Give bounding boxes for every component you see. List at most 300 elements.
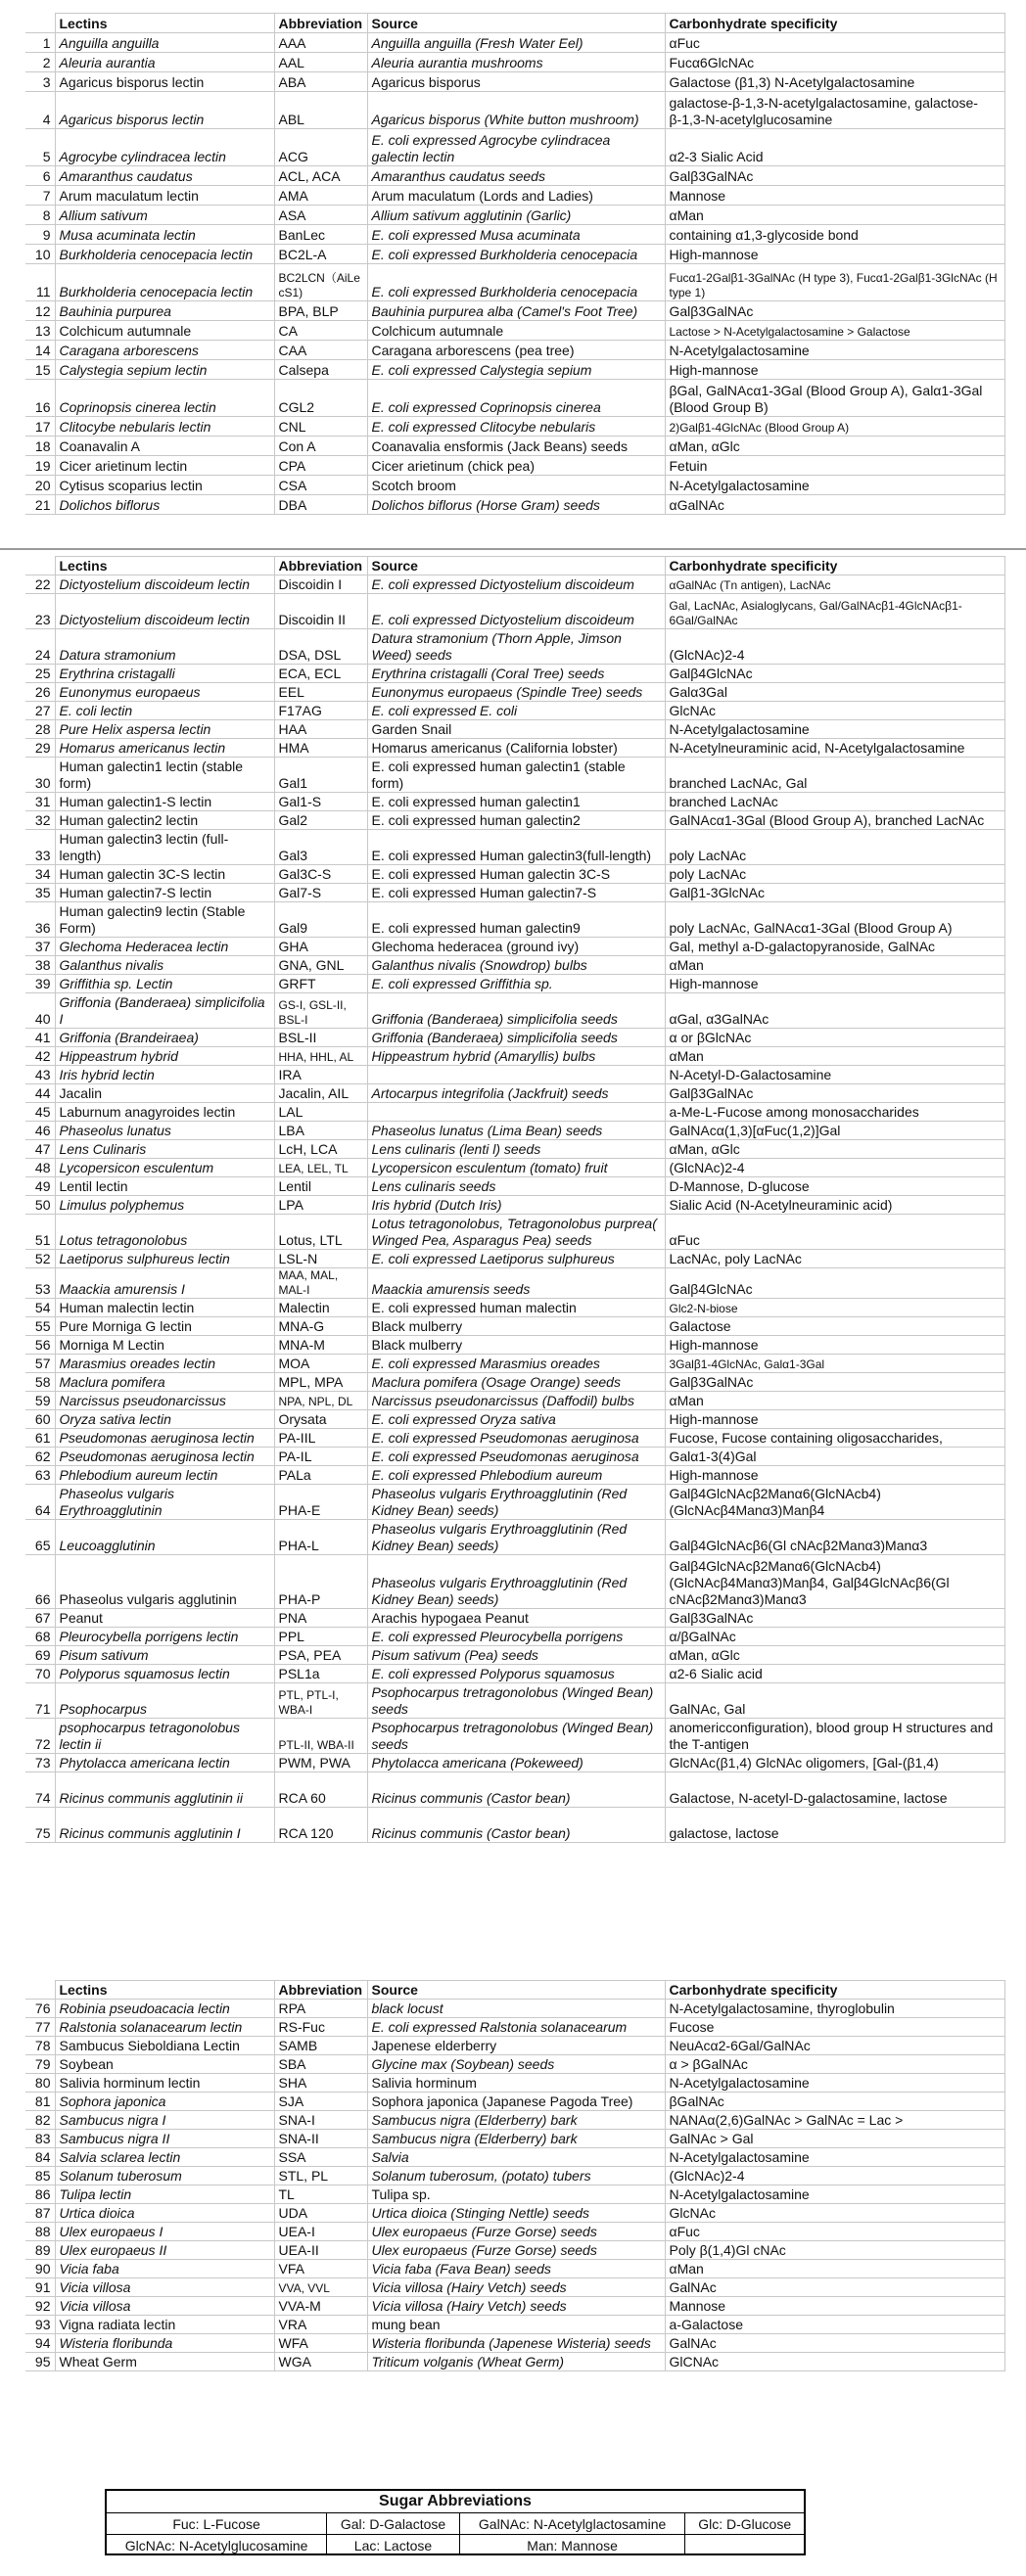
row-number-cell: 94 — [25, 2334, 55, 2353]
abbreviation-cell: SHA — [274, 2074, 367, 2093]
abbreviation-cell: VVA-M — [274, 2297, 367, 2316]
abbreviation-cell: PHA-P — [274, 1555, 367, 1609]
carbohydrate-specificity-cell: Poly β(1,4)Gl cNAc — [665, 2241, 1004, 2260]
row-number-cell: 92 — [25, 2297, 55, 2316]
table-header-row — [25, 14, 1004, 33]
row-number-cell: 59 — [25, 1392, 55, 1410]
carbohydrate-specificity-cell: High-mannose — [665, 1336, 1004, 1355]
lectin-name-cell: Marasmius oreades lectin — [55, 1355, 274, 1373]
abbreviation-cell: HAA — [274, 720, 367, 739]
abbreviation-cell: VVA, VVL — [274, 2278, 367, 2297]
source-cell: Sophora japonica (Japanese Pagoda Tree) — [367, 2093, 665, 2111]
carbohydrate-specificity-cell: α2-3 Sialic Acid — [665, 129, 1004, 166]
source-cell: Anguilla anguilla (Fresh Water Eel) — [367, 33, 665, 53]
abbreviation-cell: AMA — [274, 186, 367, 206]
source-cell: Eunonymus europaeus (Spindle Tree) seeds — [367, 683, 665, 702]
abbreviation-cell: ECA, ECL — [274, 665, 367, 683]
abbreviation-cell: F17AG — [274, 702, 367, 720]
row-number-cell: 30 — [25, 758, 55, 793]
table-row — [25, 1429, 1004, 1448]
abbreviation-cell: LPA — [274, 1196, 367, 1215]
abbreviation-cell: PNA — [274, 1609, 367, 1628]
source-cell: E. coli expressed E. coli — [367, 702, 665, 720]
lectin-name-cell: Amaranthus caudatus — [55, 166, 274, 186]
source-cell: Agaricus bisporus (White button mushroom) — [367, 92, 665, 129]
row-number-cell: 79 — [25, 2055, 55, 2074]
row-number-cell: 70 — [25, 1665, 55, 1683]
column-header-source: Source — [367, 14, 665, 33]
abbreviation-cell: PA-IL — [274, 1448, 367, 1466]
table-row — [25, 417, 1004, 437]
row-number-cell: 82 — [25, 2111, 55, 2130]
carbohydrate-specificity-cell: (GlcNAc)2-4 — [665, 2167, 1004, 2185]
source-cell: Colchicum autumnale — [367, 321, 665, 341]
lectin-name-cell: Ulex europaeus I — [55, 2223, 274, 2241]
abbreviation-cell: ACG — [274, 129, 367, 166]
row-number-cell: 9 — [25, 225, 55, 245]
abbreviation-cell: GRFT — [274, 975, 367, 993]
row-number-cell: 10 — [25, 245, 55, 264]
source-cell: Phytolacca americana (Pokeweed) — [367, 1754, 665, 1772]
source-cell: Caragana arborescens (pea tree) — [367, 341, 665, 360]
abbreviation-cell: AAL — [274, 53, 367, 72]
row-number-cell: 34 — [25, 865, 55, 884]
lectin-name-cell: Ralstonia solanacearum lectin — [55, 2018, 274, 2037]
lectin-name-cell: Salivia horminum lectin — [55, 2074, 274, 2093]
table-row — [25, 1646, 1004, 1665]
carbohydrate-specificity-cell: GlCNAc — [665, 2353, 1004, 2371]
carbohydrate-specificity-cell: αMan — [665, 206, 1004, 225]
carbohydrate-specificity-cell: N-Acetylgalactosamine — [665, 2185, 1004, 2204]
source-cell: E. coli expressed Polyporus squamosus — [367, 1665, 665, 1683]
carbohydrate-specificity-cell: N-Acetylgalactosamine — [665, 2148, 1004, 2167]
lectin-name-cell: Hippeastrum hybrid — [55, 1047, 274, 1066]
row-number-cell: 89 — [25, 2241, 55, 2260]
lectin-name-cell: Homarus americanus lectin — [55, 739, 274, 758]
table-row — [25, 2093, 1004, 2111]
legend-item: Gal: D-Galactose — [327, 2513, 460, 2535]
row-number-cell: 17 — [25, 417, 55, 437]
carbohydrate-specificity-cell: D-Mannose, D-glucose — [665, 1177, 1004, 1196]
lectin-name-cell: Ulex europaeus II — [55, 2241, 274, 2260]
row-number-cell: 33 — [25, 830, 55, 865]
abbreviation-cell: RPA — [274, 2000, 367, 2018]
table-row — [25, 380, 1004, 417]
abbreviation-cell: PTL, PTL-I, WBA-I — [274, 1683, 367, 1719]
abbreviation-cell: ACL, ACA — [274, 166, 367, 186]
lectin-name-cell: Limulus polyphemus — [55, 1196, 274, 1215]
table-row — [25, 1250, 1004, 1268]
abbreviation-cell: LBA — [274, 1122, 367, 1140]
carbohydrate-specificity-cell: Galβ3GalNAc — [665, 1373, 1004, 1392]
abbreviation-cell: TL — [274, 2185, 367, 2204]
lectin-name-cell: Wheat Germ — [55, 2353, 274, 2371]
carbohydrate-specificity-cell: αMan — [665, 1392, 1004, 1410]
row-number-cell: 63 — [25, 1466, 55, 1485]
row-number-cell: 45 — [25, 1103, 55, 1122]
source-cell: Erythrina cristagalli (Coral Tree) seeds — [367, 665, 665, 683]
abbreviation-cell: STL, PL — [274, 2167, 367, 2185]
source-cell: E. coli expressed human malectin — [367, 1299, 665, 1317]
source-cell: E. coli expressed Clitocybe nebularis — [367, 417, 665, 437]
source-cell: Vicia faba (Fava Bean) seeds — [367, 2260, 665, 2278]
abbreviation-cell: SSA — [274, 2148, 367, 2167]
table-row — [25, 793, 1004, 811]
carbohydrate-specificity-cell: Galβ4GlcNAc — [665, 665, 1004, 683]
lectin-name-cell: Sambucus Sieboldiana Lectin — [55, 2037, 274, 2055]
row-number-cell: 57 — [25, 1355, 55, 1373]
lectin-name-cell: Human galectin2 lectin — [55, 811, 274, 830]
lectin-name-cell: Human galectin7-S lectin — [55, 884, 274, 902]
lectin-name-cell: Vicia faba — [55, 2260, 274, 2278]
lectin-name-cell: Griffithia sp. Lectin — [55, 975, 274, 993]
table-row — [25, 1373, 1004, 1392]
lectin-name-cell: Bauhinia purpurea — [55, 301, 274, 321]
carbohydrate-specificity-cell: High-mannose — [665, 1466, 1004, 1485]
source-cell: Phaseolus vulgaris Erythroagglutinin (Red Kidney Bean) seeds) — [367, 1520, 665, 1555]
source-cell: Dolichos biflorus (Horse Gram) seeds — [367, 495, 665, 515]
table-row — [25, 2260, 1004, 2278]
source-cell: Japenese elderberry — [367, 2037, 665, 2055]
table-row — [25, 2297, 1004, 2316]
abbreviation-cell: Gal1-S — [274, 793, 367, 811]
table-row — [25, 702, 1004, 720]
carbohydrate-specificity-cell: αGal, α3GalNAc — [665, 993, 1004, 1029]
column-header-source: Source — [367, 1981, 665, 2000]
row-number-cell: 47 — [25, 1140, 55, 1159]
carbohydrate-specificity-cell: αGalNAc (Tn antigen), LacNAc — [665, 575, 1004, 594]
row-number-cell: 66 — [25, 1555, 55, 1609]
table-row — [25, 1047, 1004, 1066]
row-number-cell: 77 — [25, 2018, 55, 2037]
table-row — [25, 1555, 1004, 1609]
row-number-cell: 95 — [25, 2353, 55, 2371]
table-row — [25, 2278, 1004, 2297]
lectin-name-cell: Lens Culinaris — [55, 1140, 274, 1159]
carbohydrate-specificity-cell: High-mannose — [665, 245, 1004, 264]
table-row — [25, 2111, 1004, 2130]
table-row — [25, 1772, 1004, 1808]
carbohydrate-specificity-cell: α or βGlcNAc — [665, 1029, 1004, 1047]
row-number-cell: 1 — [25, 33, 55, 53]
column-header-abbreviation: Abbreviation — [274, 557, 367, 575]
table-row — [25, 1029, 1004, 1047]
row-number-cell: 26 — [25, 683, 55, 702]
abbreviation-cell: DBA — [274, 495, 367, 515]
table-row — [25, 2185, 1004, 2204]
source-cell: E. coli expressed Dictyostelium discoideum — [367, 575, 665, 594]
table-row — [25, 975, 1004, 993]
carbohydrate-specificity-cell: N-Acetylgalactosamine — [665, 341, 1004, 360]
carbohydrate-specificity-cell: Sialic Acid (N-Acetylneuraminic acid) — [665, 1196, 1004, 1215]
legend-item: Glc: D-Glucose — [685, 2513, 804, 2535]
lectin-name-cell: Sambucus nigra II — [55, 2130, 274, 2148]
source-cell: Vicia villosa (Hairy Vetch) seeds — [367, 2278, 665, 2297]
header-cell-blank — [25, 14, 55, 33]
lectin-name-cell: Vicia villosa — [55, 2297, 274, 2316]
carbohydrate-specificity-cell: Galactose — [665, 1317, 1004, 1336]
lectin-name-cell: Ricinus communis agglutinin ii — [55, 1772, 274, 1808]
carbohydrate-specificity-cell: αMan — [665, 2260, 1004, 2278]
row-number-cell: 12 — [25, 301, 55, 321]
row-number-cell: 6 — [25, 166, 55, 186]
source-cell: Black mulberry — [367, 1336, 665, 1355]
table-row — [25, 225, 1004, 245]
lectin-table-part-2 — [25, 556, 1005, 1843]
legend-item: Fuc: L-Fucose — [107, 2513, 327, 2535]
legend-title: Sugar Abbreviations — [379, 2493, 532, 2509]
source-cell — [367, 1103, 665, 1122]
carbohydrate-specificity-cell: Galβ3GalNAc — [665, 166, 1004, 186]
row-number-cell: 85 — [25, 2167, 55, 2185]
carbohydrate-specificity-cell: containing α1,3-glycoside bond — [665, 225, 1004, 245]
table-header-row — [25, 557, 1004, 575]
source-cell: E. coli expressed Coprinopsis cinerea — [367, 380, 665, 417]
column-header-carbohydrate-specificity: Carbonhydrate specificity — [665, 557, 1004, 575]
carbohydrate-specificity-cell: Gal, LacNAc, Asialoglycans, Gal/GalNAcβ1-4GlcNAcβ1-6Gal/GalNAc — [665, 594, 1004, 629]
lectin-name-cell: Eunonymus europaeus — [55, 683, 274, 702]
table-row — [25, 341, 1004, 360]
source-cell: E. coli expressed Pseudomonas aeruginosa — [367, 1448, 665, 1466]
row-number-cell: 42 — [25, 1047, 55, 1066]
lectin-name-cell: Tulipa lectin — [55, 2185, 274, 2204]
source-cell: E. coli expressed Musa acuminata — [367, 225, 665, 245]
source-cell: E. coli expressed Pseudomonas aeruginosa — [367, 1429, 665, 1448]
table-row — [25, 1317, 1004, 1336]
row-number-cell: 22 — [25, 575, 55, 594]
row-number-cell: 46 — [25, 1122, 55, 1140]
abbreviation-cell: PSL1a — [274, 1665, 367, 1683]
table-row — [25, 2055, 1004, 2074]
table-row — [25, 264, 1004, 301]
table-row — [25, 1448, 1004, 1466]
source-cell: E. coli expressed Calystegia sepium — [367, 360, 665, 380]
abbreviation-cell: ABA — [274, 72, 367, 92]
row-number-cell: 65 — [25, 1520, 55, 1555]
carbohydrate-specificity-cell: Galβ1-3GlcNAc — [665, 884, 1004, 902]
lectin-name-cell: Maclura pomifera — [55, 1373, 274, 1392]
abbreviation-cell: Gal3C-S — [274, 865, 367, 884]
row-number-cell: 90 — [25, 2260, 55, 2278]
abbreviation-cell: LcH, LCA — [274, 1140, 367, 1159]
source-cell: Solanum tuberosum, (potato) tubers — [367, 2167, 665, 2185]
abbreviation-cell: LSL-N — [274, 1250, 367, 1268]
lectin-name-cell: Sophora japonica — [55, 2093, 274, 2111]
table-header-row — [25, 1981, 1004, 2000]
row-number-cell: 2 — [25, 53, 55, 72]
table-row — [25, 1754, 1004, 1772]
lectin-name-cell: Dolichos biflorus — [55, 495, 274, 515]
abbreviation-cell: CA — [274, 321, 367, 341]
abbreviation-cell: VFA — [274, 2260, 367, 2278]
carbohydrate-specificity-cell: αGalNAc — [665, 495, 1004, 515]
table-row — [25, 629, 1004, 665]
lectin-name-cell: Urtica dioica — [55, 2204, 274, 2223]
table-row — [25, 956, 1004, 975]
legend-item: Lac: Lactose — [327, 2535, 460, 2556]
carbohydrate-specificity-cell: poly LacNAc — [665, 865, 1004, 884]
row-number-cell: 11 — [25, 264, 55, 301]
carbohydrate-specificity-cell: GalNAc — [665, 2278, 1004, 2297]
row-number-cell: 35 — [25, 884, 55, 902]
lectin-name-cell: Pisum sativum — [55, 1646, 274, 1665]
source-cell: Scotch broom — [367, 476, 665, 495]
row-number-cell: 37 — [25, 938, 55, 956]
row-number-cell: 36 — [25, 902, 55, 938]
carbohydrate-specificity-cell: Galβ4GlcNAcβ6(Gl cNAcβ2Manα3)Manα3 — [665, 1520, 1004, 1555]
abbreviation-cell: Con A — [274, 437, 367, 456]
table-row — [25, 1628, 1004, 1646]
source-cell: Datura stramonium (Thorn Apple, Jimson Weed) seeds — [367, 629, 665, 665]
abbreviation-cell: Gal1 — [274, 758, 367, 793]
source-cell: Aleuria aurantia mushrooms — [367, 53, 665, 72]
table-row — [25, 865, 1004, 884]
carbohydrate-specificity-cell: (GlcNAc)2-4 — [665, 1159, 1004, 1177]
table-row — [25, 456, 1004, 476]
row-number-cell: 78 — [25, 2037, 55, 2055]
abbreviation-cell: PWM, PWA — [274, 1754, 367, 1772]
abbreviation-cell: DSA, DSL — [274, 629, 367, 665]
lectin-name-cell: Dictyostelium discoideum lectin — [55, 575, 274, 594]
abbreviation-cell: AAA — [274, 33, 367, 53]
carbohydrate-specificity-cell: βGalNAc — [665, 2093, 1004, 2111]
row-number-cell: 44 — [25, 1084, 55, 1103]
source-cell: Psophocarpus tretragonolobus (Winged Bean) seeds — [367, 1719, 665, 1754]
table-row — [25, 1084, 1004, 1103]
lectin-name-cell: Polyporus squamosus lectin — [55, 1665, 274, 1683]
lectin-name-cell: Caragana arborescens — [55, 341, 274, 360]
source-cell: mung bean — [367, 2316, 665, 2334]
lectin-name-cell: Human galectin 3C-S lectin — [55, 865, 274, 884]
source-cell: Arum maculatum (Lords and Ladies) — [367, 186, 665, 206]
source-cell: E. coli expressed Human galectin3(full-length) — [367, 830, 665, 865]
source-cell: Garden Snail — [367, 720, 665, 739]
table-row — [25, 92, 1004, 129]
source-cell: Phaseolus vulgaris Erythroagglutinin (Red Kidney Bean) seeds) — [367, 1555, 665, 1609]
table-row — [25, 53, 1004, 72]
lectin-name-cell: Burkholderia cenocepacia lectin — [55, 245, 274, 264]
table-row — [25, 1122, 1004, 1140]
abbreviation-cell: SJA — [274, 2093, 367, 2111]
lectin-name-cell: psophocarpus tetragonolobus lectin ii — [55, 1719, 274, 1754]
row-number-cell: 27 — [25, 702, 55, 720]
source-cell: Arachis hypogaea Peanut — [367, 1609, 665, 1628]
carbohydrate-specificity-cell: poly LacNAc, GalNAcα1-3Gal (Blood Group A) — [665, 902, 1004, 938]
source-cell: Cicer arietinum (chick pea) — [367, 456, 665, 476]
lectin-name-cell: Wisteria floribunda — [55, 2334, 274, 2353]
source-cell: E. coli expressed human galectin2 — [367, 811, 665, 830]
table-row — [25, 1410, 1004, 1429]
carbohydrate-specificity-cell: Galβ4GlcNAc — [665, 1268, 1004, 1299]
source-cell: Wisteria floribunda (Japenese Wisteria) seeds — [367, 2334, 665, 2353]
row-number-cell: 55 — [25, 1317, 55, 1336]
carbohydrate-specificity-cell: αFuc — [665, 2223, 1004, 2241]
source-cell: Maackia amurensis seeds — [367, 1268, 665, 1299]
carbohydrate-specificity-cell: branched LacNAc, Gal — [665, 758, 1004, 793]
row-number-cell: 41 — [25, 1029, 55, 1047]
carbohydrate-specificity-cell: LacNAc, poly LacNAc — [665, 1250, 1004, 1268]
row-number-cell: 24 — [25, 629, 55, 665]
carbohydrate-specificity-cell: N-Acetylneuraminic acid, N-Acetylgalactosamine — [665, 739, 1004, 758]
abbreviation-cell: CGL2 — [274, 380, 367, 417]
abbreviation-cell: PHA-L — [274, 1520, 367, 1555]
source-cell: Artocarpus integrifolia (Jackfruit) seeds — [367, 1084, 665, 1103]
lectin-table-part-3 — [25, 1980, 1005, 2371]
source-cell: Pisum sativum (Pea) seeds — [367, 1646, 665, 1665]
abbreviation-cell: Discoidin II — [274, 594, 367, 629]
abbreviation-cell: PALa — [274, 1466, 367, 1485]
abbreviation-cell: BanLec — [274, 225, 367, 245]
table-row — [25, 245, 1004, 264]
lectin-name-cell: Ricinus communis agglutinin I — [55, 1808, 274, 1843]
row-number-cell: 60 — [25, 1410, 55, 1429]
carbohydrate-specificity-cell: α/βGalNAc — [665, 1628, 1004, 1646]
lectin-name-cell: Human malectin lectin — [55, 1299, 274, 1317]
carbohydrate-specificity-cell: Galα1-3(4)Gal — [665, 1448, 1004, 1466]
sugar-abbreviations-legend — [105, 2489, 806, 2555]
lectin-name-cell: Allium sativum — [55, 206, 274, 225]
lectin-name-cell: Phytolacca americana lectin — [55, 1754, 274, 1772]
abbreviation-cell: SNA-I — [274, 2111, 367, 2130]
carbohydrate-specificity-cell: High-mannose — [665, 1410, 1004, 1429]
abbreviation-cell: RCA 60 — [274, 1772, 367, 1808]
lectin-name-cell: E. coli lectin — [55, 702, 274, 720]
source-cell: E. coli expressed human galectin1 — [367, 793, 665, 811]
table-row — [25, 1103, 1004, 1122]
source-cell: Glechoma hederacea (ground ivy) — [367, 938, 665, 956]
row-number-cell: 23 — [25, 594, 55, 629]
lectin-name-cell: Clitocybe nebularis lectin — [55, 417, 274, 437]
carbohydrate-specificity-cell: Galactose, N-acetyl-D-galactosamine, lactose — [665, 1772, 1004, 1808]
carbohydrate-specificity-cell: N-Acetylgalactosamine — [665, 2074, 1004, 2093]
carbohydrate-specificity-cell: GalNAc > Gal — [665, 2130, 1004, 2148]
carbohydrate-specificity-cell: Fucose, Fucose containing oligosaccharides, — [665, 1429, 1004, 1448]
abbreviation-cell: HMA — [274, 739, 367, 758]
lectin-name-cell: Soybean — [55, 2055, 274, 2074]
abbreviation-cell: Gal7-S — [274, 884, 367, 902]
column-header-carbohydrate-specificity: Carbonhydrate specificity — [665, 14, 1004, 33]
row-number-cell: 28 — [25, 720, 55, 739]
row-number-cell: 40 — [25, 993, 55, 1029]
carbohydrate-specificity-cell: βGal, GalNAcα1-3Gal (Blood Group A), Galα1-3Gal (Blood Group B) — [665, 380, 1004, 417]
lectin-name-cell: Colchicum autumnale — [55, 321, 274, 341]
source-cell: Sambucus nigra (Elderberry) bark — [367, 2111, 665, 2130]
table-row — [25, 1609, 1004, 1628]
table-row — [25, 129, 1004, 166]
lectin-name-cell: Coprinopsis cinerea lectin — [55, 380, 274, 417]
lectin-name-cell: Leucoagglutinin — [55, 1520, 274, 1555]
source-cell: Bauhinia purpurea alba (Camel's Foot Tree) — [367, 301, 665, 321]
row-number-cell: 49 — [25, 1177, 55, 1196]
legend-item — [685, 2535, 804, 2556]
source-cell: Lotus tetragonolobus, Tetragonolobus purprea( Winged Pea, Asparagus Pea) seeds — [367, 1215, 665, 1250]
lectin-name-cell: Laetiporus sulphureus lectin — [55, 1250, 274, 1268]
carbohydrate-specificity-cell: Galβ3GalNAc — [665, 301, 1004, 321]
carbohydrate-specificity-cell: Glc2-N-biose — [665, 1299, 1004, 1317]
source-cell: black locust — [367, 2000, 665, 2018]
carbohydrate-specificity-cell: GalNAcα(1,3)[αFuc(1,2)]Gal — [665, 1122, 1004, 1140]
source-cell: Lens culinaris (lenti l) seeds — [367, 1140, 665, 1159]
carbohydrate-specificity-cell: αMan, αGlc — [665, 1646, 1004, 1665]
row-number-cell: 64 — [25, 1485, 55, 1520]
source-cell: Tulipa sp. — [367, 2185, 665, 2204]
row-number-cell: 4 — [25, 92, 55, 129]
carbohydrate-specificity-cell: Galβ3GalNAc — [665, 1609, 1004, 1628]
header-cell-blank — [25, 1981, 55, 2000]
lectin-name-cell: Phaseolus lunatus — [55, 1122, 274, 1140]
carbohydrate-specificity-cell: GlcNAc(β1,4) GlcNAc oligomers, [Gal-(β1,4) — [665, 1754, 1004, 1772]
abbreviation-cell: Jacalin, AIL — [274, 1084, 367, 1103]
